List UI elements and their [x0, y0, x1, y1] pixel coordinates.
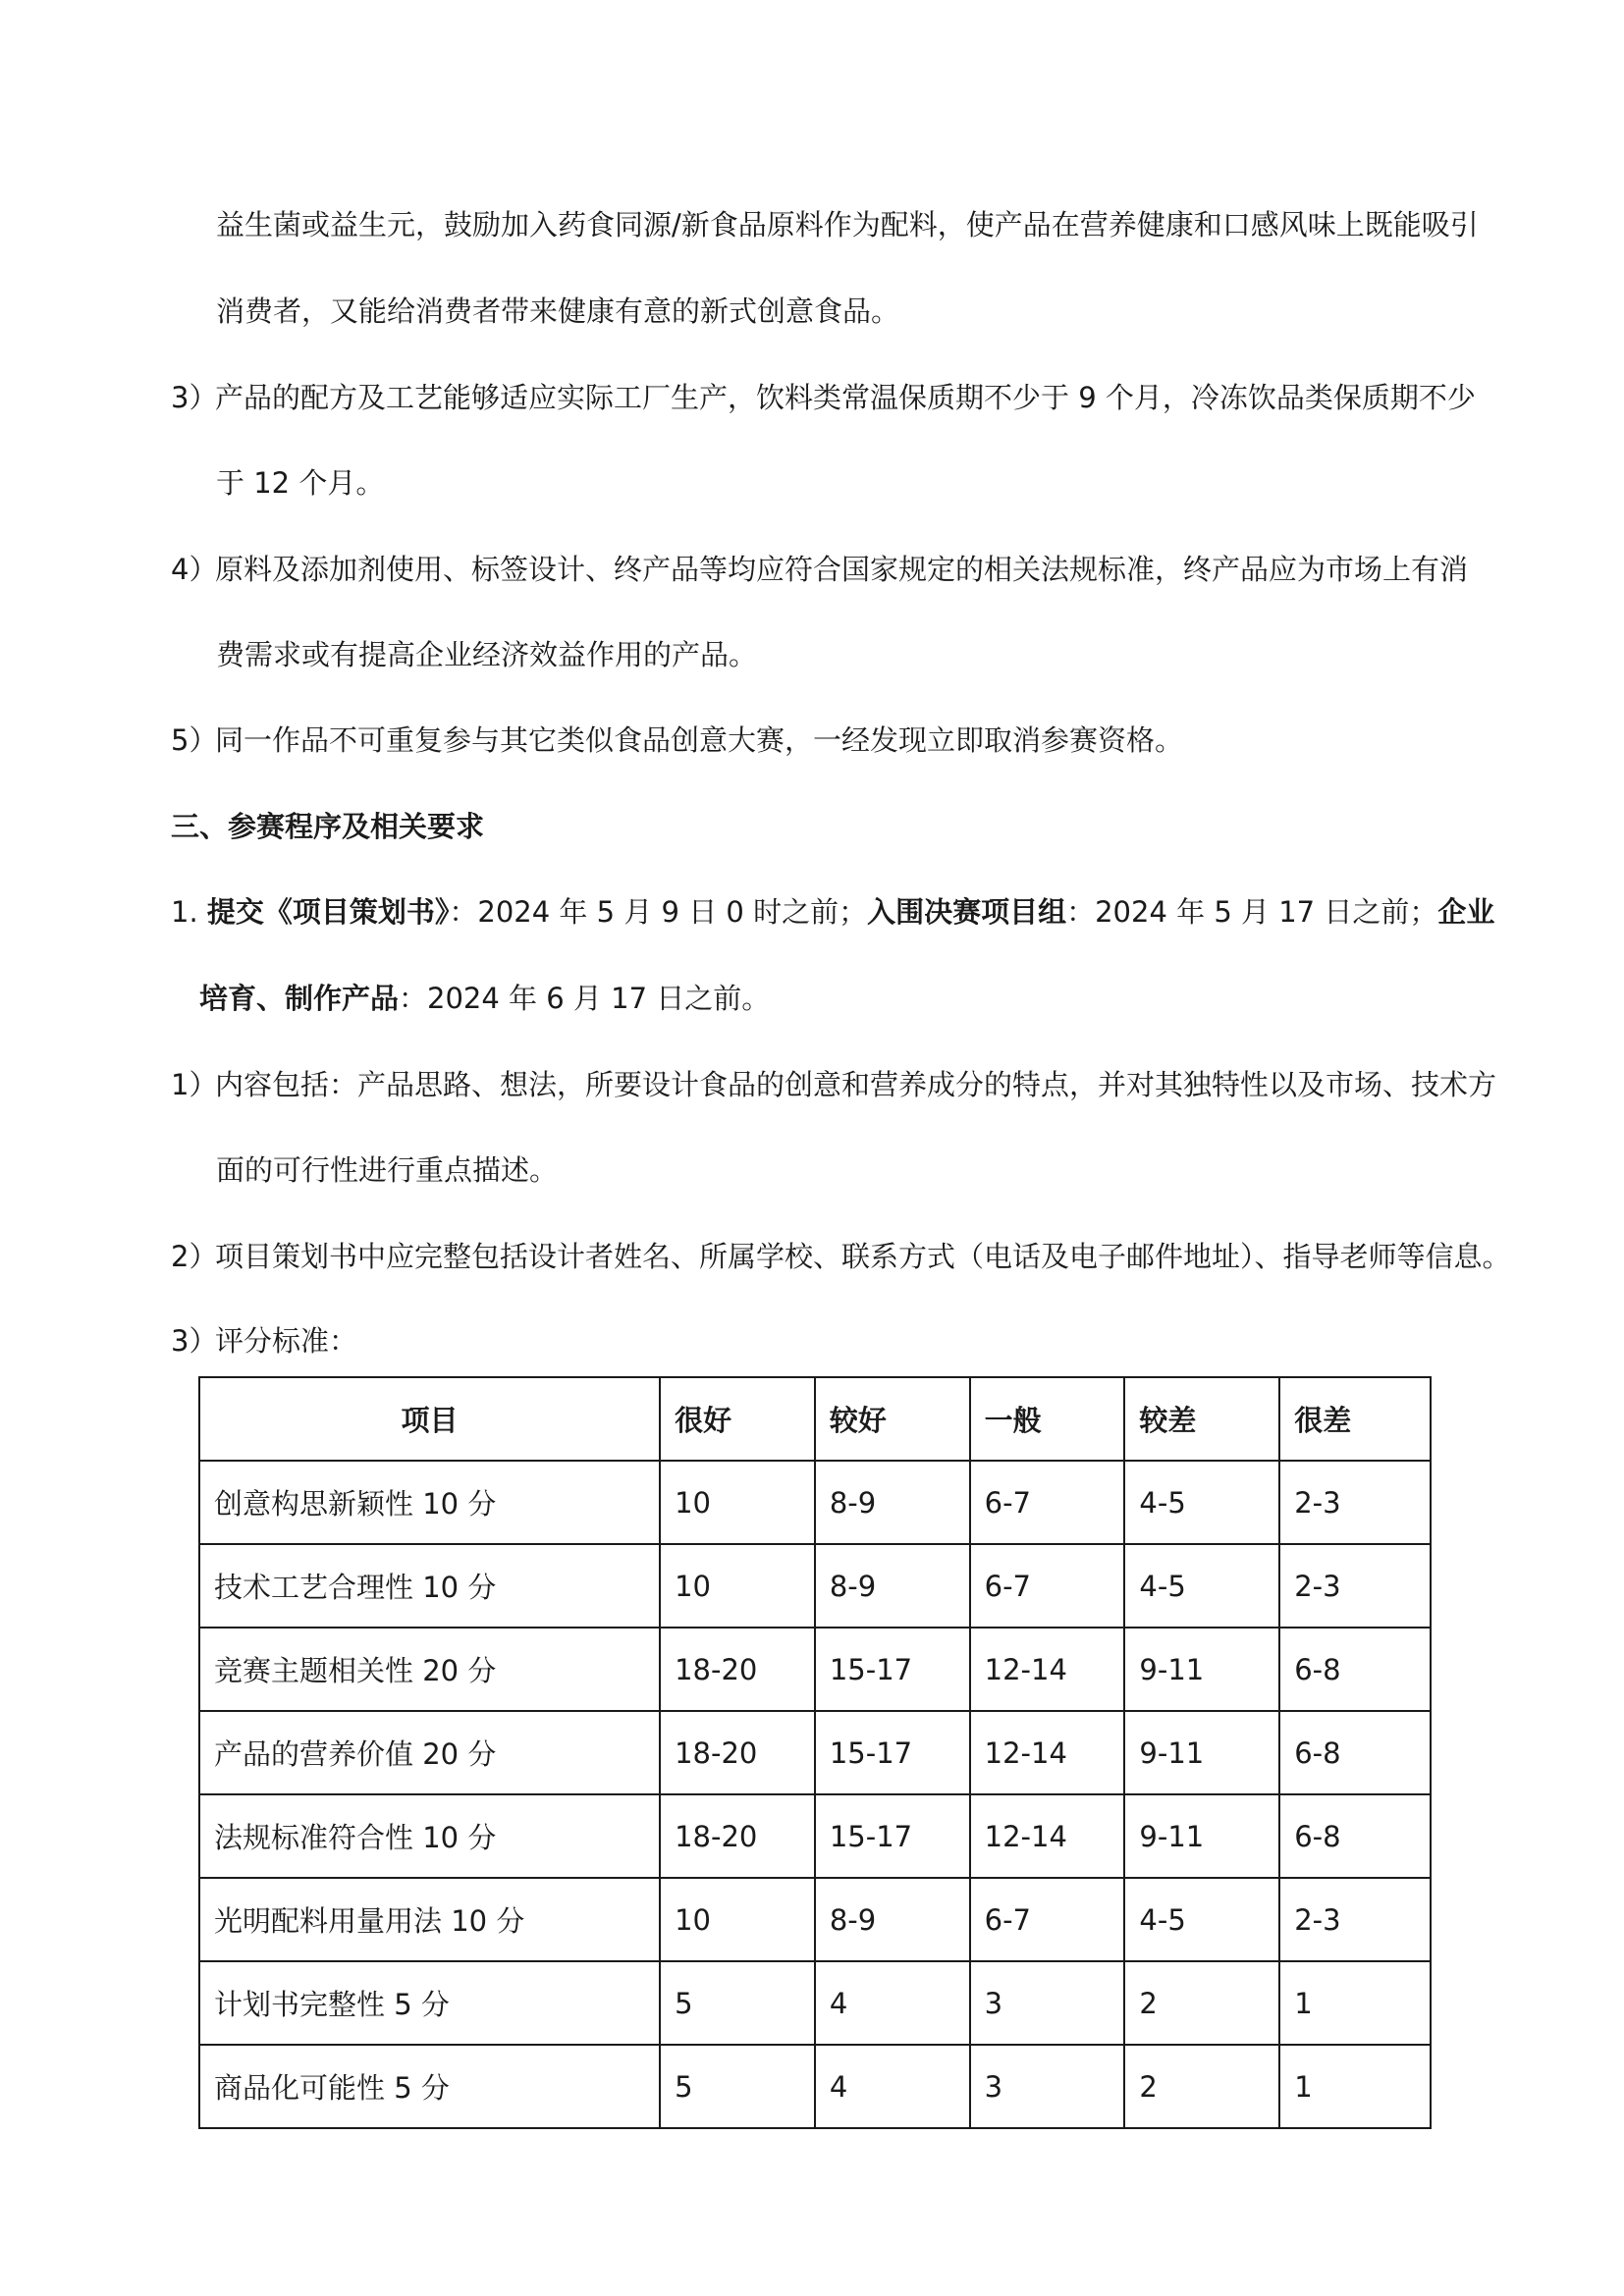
table-cell: 18-20 [660, 1628, 815, 1711]
table-cell: 4 [815, 1961, 970, 2045]
table-row [199, 2045, 1431, 2128]
table-header-row [199, 1377, 1431, 1461]
table-cell: 18-20 [660, 1794, 815, 1878]
table-row [199, 1961, 1431, 2045]
list-item-continuation: 于 12 个月。 [216, 466, 385, 500]
table-cell: 1 [1279, 2045, 1431, 2128]
procedure-label: 提交《项目策划书》 [206, 895, 450, 929]
header-cell-item: 项目 [199, 1377, 660, 1461]
list-text: 项目策划书中应完整包括设计者姓名、所属学校、联系方式（电话及电子邮件地址）、指导老师等信息。 [215, 1240, 1511, 1273]
table-cell: 技术工艺合理性 10 分 [199, 1544, 660, 1628]
table-cell: 6-7 [970, 1878, 1125, 1961]
procedure-item-1 [171, 892, 1494, 932]
table-cell: 15-17 [815, 1711, 970, 1794]
table-cell: 4 [815, 2045, 970, 2128]
table-cell: 商品化可能性 5 分 [199, 2045, 660, 2128]
table-cell: 4-5 [1124, 1544, 1279, 1628]
sub-item-3 [171, 1321, 357, 1361]
procedure-date: ：2024 年 5 月 9 日 0 时之前； [449, 895, 868, 929]
header-cell-good: 较好 [815, 1377, 970, 1461]
table-cell: 计划书完整性 5 分 [199, 1961, 660, 2045]
table-cell: 4-5 [1124, 1461, 1279, 1544]
list-item-continuation: 费需求或有提高企业经济效益作用的产品。 [216, 638, 758, 671]
table-cell: 2-3 [1279, 1461, 1431, 1544]
list-text: 内容包括：产品思路、想法，所要设计食品的创意和营养成分的特点，并对其独特性以及市场、技术方 [215, 1068, 1497, 1101]
list-number: 2） [171, 1240, 218, 1273]
list-number: 1） [171, 1068, 218, 1101]
table-cell: 18-20 [660, 1711, 815, 1794]
table-cell: 6-7 [970, 1461, 1125, 1544]
table-cell: 2 [1124, 1961, 1279, 2045]
procedure-continuation [199, 979, 770, 1018]
table-cell: 竞赛主题相关性 20 分 [199, 1628, 660, 1711]
header-cell-very-poor: 很差 [1279, 1377, 1431, 1461]
table-cell: 9-11 [1124, 1794, 1279, 1878]
table-cell: 10 [660, 1878, 815, 1961]
table-cell: 5 [660, 2045, 815, 2128]
table-cell: 1 [1279, 1961, 1431, 2045]
sub-item-2 [171, 1237, 1511, 1276]
table-cell: 3 [970, 2045, 1125, 2128]
list-text: 评分标准： [215, 1324, 358, 1358]
table-cell: 产品的营养价值 20 分 [199, 1711, 660, 1794]
table-cell: 创意构思新颖性 10 分 [199, 1461, 660, 1544]
table-cell: 2-3 [1279, 1544, 1431, 1628]
sub-item-1 [171, 1065, 1496, 1104]
list-item-5 [171, 721, 1183, 760]
table-cell: 8-9 [815, 1544, 970, 1628]
table-cell: 光明配料用量用法 10 分 [199, 1878, 660, 1961]
procedure-date: ：2024 年 6 月 17 日之前。 [399, 982, 771, 1015]
table-cell: 12-14 [970, 1711, 1125, 1794]
list-number: 5） [171, 723, 218, 757]
table-cell: 12-14 [970, 1794, 1125, 1878]
table-cell: 9-11 [1124, 1628, 1279, 1711]
table-cell: 9-11 [1124, 1711, 1279, 1794]
table-cell: 6-8 [1279, 1794, 1431, 1878]
procedure-date: ：2024 年 5 月 17 日之前； [1066, 895, 1438, 929]
header-cell-excellent: 很好 [660, 1377, 815, 1461]
table-cell: 10 [660, 1544, 815, 1628]
procedure-label: 企业 [1437, 895, 1495, 929]
procedure-label: 入围决赛项目组 [867, 895, 1067, 929]
list-text: 原料及添加剂使用、标签设计、终产品等均应符合国家规定的相关法规标准，终产品应为市场上有消 [215, 553, 1469, 586]
table-row [199, 1628, 1431, 1711]
procedure-number: 1. [171, 895, 198, 929]
table-cell: 6-7 [970, 1544, 1125, 1628]
paragraph-line: 消费者，又能给消费者带来健康有意的新式创意食品。 [216, 294, 900, 328]
table-cell: 2 [1124, 2045, 1279, 2128]
list-number: 3） [171, 1324, 218, 1358]
table-row [199, 1794, 1431, 1878]
table-cell: 2-3 [1279, 1878, 1431, 1961]
table-cell: 法规标准符合性 10 分 [199, 1794, 660, 1878]
list-item-3 [171, 378, 1476, 417]
table-cell: 5 [660, 1961, 815, 2045]
table-cell: 4-5 [1124, 1878, 1279, 1961]
scoring-table [198, 1376, 1432, 2129]
table-cell: 3 [970, 1961, 1125, 2045]
table-row [199, 1544, 1431, 1628]
table-cell: 8-9 [815, 1461, 970, 1544]
list-item-continuation: 面的可行性进行重点描述。 [216, 1153, 559, 1187]
list-text: 产品的配方及工艺能够适应实际工厂生产，饮料类常温保质期不少于 9 个月，冷冻饮品类保质期不少 [215, 381, 1476, 414]
table-cell: 12-14 [970, 1628, 1125, 1711]
table-cell: 10 [660, 1461, 815, 1544]
table-cell: 15-17 [815, 1628, 970, 1711]
table-cell: 8-9 [815, 1878, 970, 1961]
paragraph-line: 益生菌或益生元，鼓励加入药食同源/新食品原料作为配料，使产品在营养健康和口感风味上既能吸引 [216, 208, 1479, 241]
header-cell-poor: 较差 [1124, 1377, 1279, 1461]
table-row [199, 1878, 1431, 1961]
header-cell-average: 一般 [970, 1377, 1125, 1461]
list-item-4 [171, 550, 1468, 589]
list-text: 同一作品不可重复参与其它类似食品创意大赛，一经发现立即取消参赛资格。 [215, 723, 1184, 757]
table-row [199, 1711, 1431, 1794]
table-row [199, 1461, 1431, 1544]
table-cell: 15-17 [815, 1794, 970, 1878]
procedure-label: 培育、制作产品 [199, 982, 400, 1015]
table-cell: 6-8 [1279, 1711, 1431, 1794]
list-number: 4） [171, 553, 218, 586]
list-number: 3） [171, 381, 218, 414]
table-cell: 6-8 [1279, 1628, 1431, 1711]
section-heading: 三、参赛程序及相关要求 [171, 810, 485, 843]
